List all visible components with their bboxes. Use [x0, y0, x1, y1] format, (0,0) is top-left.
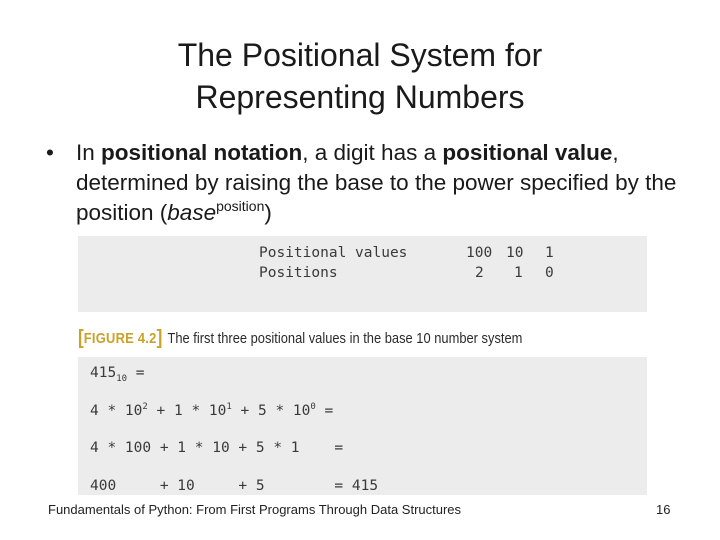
- caption-text: The first three positional values in the base 10 number system: [167, 330, 523, 347]
- caption-label: FIGURE 4.2: [83, 330, 157, 347]
- row-label: Positional values: [259, 245, 408, 261]
- term-text: + 5 * 10: [231, 403, 311, 419]
- equals-sign: =: [127, 365, 145, 381]
- term-text: 4 * 10: [90, 403, 143, 419]
- slide-title: [0, 34, 720, 118]
- page-number: 16: [656, 502, 671, 517]
- title-line-2: Representing Numbers: [195, 79, 525, 115]
- figure-caption: [78, 326, 522, 350]
- row-label: Positions: [259, 265, 338, 281]
- value-cell: 2: [475, 265, 484, 281]
- bold-term-positional-value: positional value: [442, 140, 613, 165]
- bullet-text: [76, 138, 686, 228]
- exponent: 1: [226, 402, 232, 412]
- exponent: 2: [142, 402, 148, 412]
- bullet-marker: •: [46, 140, 54, 165]
- value-cell: 10: [506, 245, 524, 261]
- bold-term-positional-notation: positional notation: [101, 140, 303, 165]
- expansion-line-4: 400 + 10 + 5 = 415: [90, 478, 379, 494]
- expansion-line-2: [90, 402, 333, 419]
- caption-bracket-open: [: [78, 327, 84, 349]
- superscript-position: position: [216, 198, 265, 214]
- equals-sign: =: [315, 403, 334, 419]
- title-line-1: The Positional System for: [177, 37, 543, 73]
- figure-expansion-example: [78, 357, 647, 495]
- footer-text: Fundamentals of Python: From First Programs Through Data Structures: [48, 502, 462, 517]
- italic-base: base: [167, 200, 217, 225]
- base-subscript: 10: [116, 374, 128, 384]
- value-cell: 100: [466, 245, 493, 261]
- row-positions: [78, 265, 647, 285]
- expansion-line-1: [90, 365, 145, 384]
- figure-positional-values-table: [78, 236, 647, 312]
- bullet-text-part: In: [76, 140, 102, 165]
- row-positional-values: [78, 245, 647, 265]
- value-cell: 0: [545, 265, 554, 281]
- bullet-text-part: ): [264, 200, 272, 225]
- expansion-line-3: 4 * 100 + 1 * 10 + 5 * 1 =: [90, 440, 344, 456]
- number-415: 415: [90, 365, 117, 381]
- value-cell: 1: [514, 265, 523, 281]
- bullet-text-part: , determined by raising the base to the power specified by the position (: [76, 140, 677, 225]
- term-text: + 1 * 10: [147, 403, 227, 419]
- exponent: 0: [310, 402, 316, 412]
- bullet-text-part: , a digit has a: [302, 140, 443, 165]
- value-cell: 1: [545, 245, 554, 261]
- caption-bracket-close: ]: [156, 327, 163, 349]
